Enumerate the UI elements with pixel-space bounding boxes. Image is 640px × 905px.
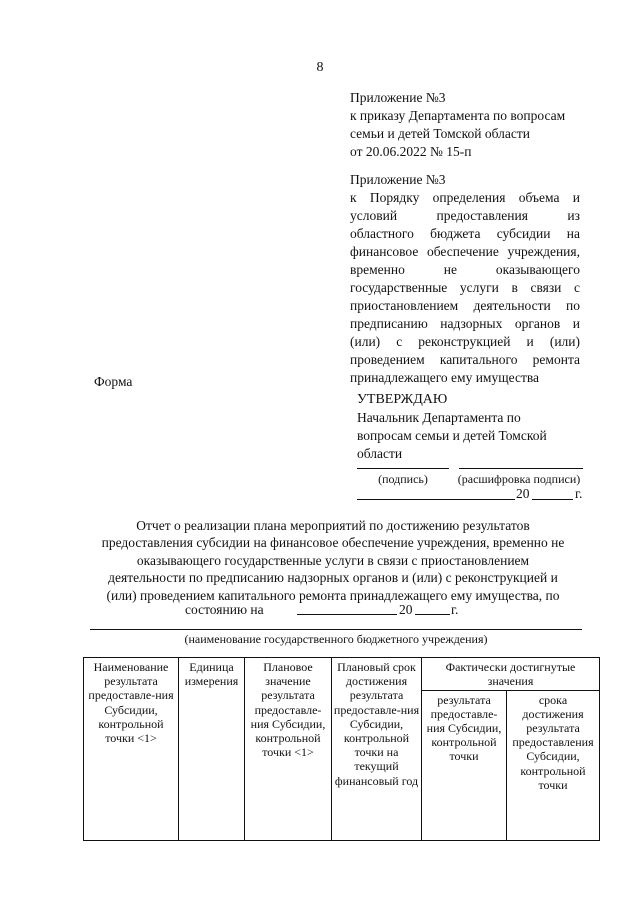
signature-line — [357, 468, 449, 469]
transcript-line — [459, 468, 583, 469]
appendix-procedure-line: принадлежащего ему имущества — [350, 370, 540, 385]
appendix-procedure-line: государственные услуги в связи с — [350, 280, 580, 295]
approval-heading: УТВЕРЖДАЮ — [357, 392, 448, 407]
appendix-procedure-title: Приложение №3 — [350, 172, 446, 187]
report-year-prefix: 20 — [399, 602, 413, 617]
form-label: Форма — [94, 374, 133, 389]
col-header-name: Наименование результата предоставле-ния Субсидии, контрольной точки <1> — [84, 658, 179, 841]
appendix-procedure-line: финансовое обеспечение учреждения, — [350, 244, 580, 259]
appendix-order-line: к приказу Департамента по вопросам — [350, 108, 566, 123]
institution-caption: (наименование государственного бюджетного учреждения) — [184, 632, 488, 646]
appendix-order-line: от 20.06.2022 № 15-п — [350, 144, 472, 159]
col-header-planned-date: Плановый срок достижения результата предоставле-ния Субсидии, контрольной точки на текущий финансовый год — [332, 658, 422, 841]
appendix-procedure-block — [350, 171, 580, 387]
col-header-actual-date: срока достижения результата предоставления Субсидии, контрольной точки — [507, 690, 600, 840]
col-header-unit: Единица измерения — [179, 658, 245, 841]
signature-caption: (подпись) — [378, 472, 428, 486]
approval-line: Начальник Департамента по — [357, 410, 521, 425]
institution-line — [90, 629, 582, 630]
report-title-line: Отчет о реализации плана мероприятий по достижению результатов — [136, 518, 530, 533]
report-title-line: деятельности по предписанию надзорных органов и (или) с реконструкцией и — [108, 570, 558, 586]
report-year-line — [415, 614, 450, 615]
report-title-line: (или) проведением капитального ремонта принадлежащего ему имущества, по — [106, 587, 560, 603]
transcript-caption: (расшифровка подписи) — [457, 472, 581, 486]
approval-date-line — [357, 499, 515, 500]
report-date-line — [297, 614, 397, 615]
approval-line: вопросам семьи и детей Томской — [357, 428, 547, 443]
col-header-actual-group: Фактически достигнутые значения — [422, 658, 600, 691]
col-header-actual-result: результата предоставле-ния Субсидии, контрольной точки — [422, 690, 507, 840]
report-title-line: оказывающего государственные услуги в связи с приостановлением — [136, 552, 530, 568]
report-date-prefix: состоянию на — [185, 602, 264, 617]
appendix-order-line: семьи и детей Томской области — [350, 126, 531, 141]
appendix-procedure-line: к Порядку определения объема и — [350, 190, 580, 205]
approval-block — [357, 391, 587, 463]
report-year-suffix: г. — [451, 602, 459, 617]
approval-line: области — [357, 446, 403, 461]
page-number: 8 — [316, 60, 324, 75]
approval-year-line — [532, 499, 573, 500]
appendix-procedure-line: предписанию надзорных органов и — [350, 316, 580, 331]
appendix-procedure-line: условий предоставления из — [350, 208, 580, 223]
report-table — [83, 657, 600, 841]
report-title-line: предоставления субсидии на финансовое обеспечение учреждения, временно не — [101, 535, 565, 551]
appendix-procedure-line: областного бюджета субсидии на — [350, 226, 580, 241]
approval-year-prefix: 20 — [516, 486, 530, 501]
table-header-row — [84, 658, 600, 691]
appendix-order-block — [350, 89, 580, 161]
appendix-procedure-line: приостановлением деятельности по — [350, 298, 580, 313]
appendix-order-line: Приложение №3 — [350, 90, 446, 105]
appendix-procedure-line: временно не оказывающего — [350, 262, 580, 277]
appendix-procedure-line: проведением капитального ремонта — [350, 352, 580, 367]
appendix-procedure-line: (или) с реконструкцией и (или) — [350, 334, 580, 349]
report-title — [90, 517, 576, 604]
approval-year-suffix: г. — [575, 486, 583, 501]
col-header-planned-value: Плановое значение результата предоставле-ния Субсидии, контрольной точки <1> — [245, 658, 332, 841]
